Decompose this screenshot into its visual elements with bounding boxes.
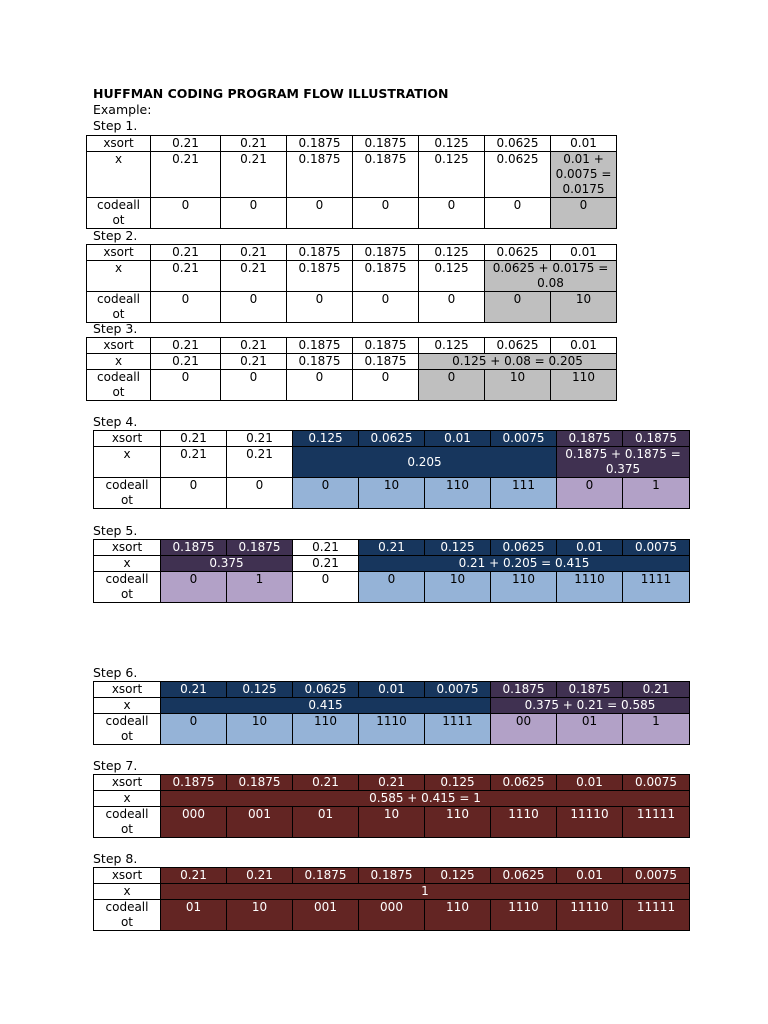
xsort-cell: 0.0075	[425, 682, 491, 698]
xsort-cell: 0.125	[293, 431, 359, 447]
x-cell: 0.205	[293, 447, 557, 478]
codealloc-cell: 0	[293, 478, 359, 509]
xsort-cell: 0.1875	[359, 868, 425, 884]
x-row	[94, 884, 690, 900]
codealloc-cell: 0	[151, 198, 221, 229]
x-cell: 0.1875	[353, 354, 419, 370]
codealloc-cell: 110	[293, 714, 359, 745]
codealloc-cell: 110	[425, 478, 491, 509]
xsort-cell: 0.125	[425, 540, 491, 556]
page-title: HUFFMAN CODING PROGRAM FLOW ILLUSTRATION	[93, 86, 449, 101]
xsort-cell: 0.21	[221, 136, 287, 152]
xsort-row	[94, 431, 690, 447]
xsort-cell: 0.1875	[353, 245, 419, 261]
codealloc-cell: 10	[485, 370, 551, 401]
x-row	[87, 354, 617, 370]
codealloc-cell: 0	[485, 292, 551, 323]
xsort-cell: 0.21	[151, 245, 221, 261]
xsort-cell: 0.125	[419, 338, 485, 354]
xsort-row	[94, 868, 690, 884]
codealloc-cell: 0	[221, 292, 287, 323]
xsort-cell: 0.0625	[485, 338, 551, 354]
codealloc-row	[87, 198, 617, 229]
xsort-cell: 0.1875	[287, 338, 353, 354]
xsort-cell: 0.1875	[557, 682, 623, 698]
codealloc-cell: 1	[623, 714, 690, 745]
xsort-cell: 0.1875	[161, 775, 227, 791]
codealloc-cell: 0	[287, 198, 353, 229]
xsort-cell: 0.21	[227, 868, 293, 884]
codealloc-cell: 1111	[425, 714, 491, 745]
step-label: Step 5.	[93, 523, 138, 538]
step-label: Step 1.	[93, 118, 138, 133]
codealloc-cell: 0	[227, 478, 293, 509]
codealloc-cell: 110	[491, 572, 557, 603]
x-row	[94, 791, 690, 807]
x-cell: 0.21	[161, 447, 227, 478]
xsort-cell: 0.1875	[353, 136, 419, 152]
x-cell: 0.21	[151, 152, 221, 198]
xsort-cell: 0.0625	[485, 136, 551, 152]
x-cell: 0.0625 + 0.0175 = 0.08	[485, 261, 617, 292]
xsort-cell: 0.0075	[623, 540, 690, 556]
xsort-cell: 0.125	[425, 775, 491, 791]
x-cell: 0.375 + 0.21 = 0.585	[491, 698, 690, 714]
xsort-cell: 0.21	[161, 868, 227, 884]
codealloc-cell: 1110	[491, 900, 557, 931]
xsort-row	[94, 775, 690, 791]
x-cell: 0.21	[221, 152, 287, 198]
xsort-cell: 0.21	[151, 136, 221, 152]
codealloc-cell: 0	[161, 478, 227, 509]
codealloc-cell: 1	[227, 572, 293, 603]
row-label-x: x	[87, 152, 151, 198]
step-table	[93, 539, 690, 603]
x-cell: 0.375	[161, 556, 293, 572]
codealloc-cell: 0	[151, 292, 221, 323]
xsort-cell: 0.21	[359, 775, 425, 791]
xsort-cell: 0.1875	[287, 245, 353, 261]
codealloc-cell: 0	[151, 370, 221, 401]
xsort-cell: 0.01	[557, 540, 623, 556]
xsort-cell: 0.0625	[485, 245, 551, 261]
codealloc-cell: 10	[551, 292, 617, 323]
step-table	[86, 135, 617, 229]
codealloc-cell: 001	[227, 807, 293, 838]
xsort-cell: 0.125	[425, 868, 491, 884]
xsort-cell: 0.01	[425, 431, 491, 447]
xsort-row	[87, 338, 617, 354]
codealloc-cell: 0	[557, 478, 623, 509]
x-cell: 0.21	[221, 261, 287, 292]
codealloc-cell: 0	[353, 198, 419, 229]
xsort-cell: 0.21	[293, 775, 359, 791]
x-cell: 1	[161, 884, 690, 900]
xsort-cell: 0.21	[161, 431, 227, 447]
codealloc-cell: 01	[557, 714, 623, 745]
codealloc-cell: 11110	[557, 807, 623, 838]
codealloc-cell: 0	[221, 198, 287, 229]
row-label-xsort: xsort	[94, 868, 161, 884]
x-row	[94, 447, 690, 478]
row-label-codealloc-line2: ot	[120, 493, 134, 507]
x-cell: 0.1875 + 0.1875 = 0.375	[557, 447, 690, 478]
xsort-row	[87, 136, 617, 152]
row-label-x: x	[94, 884, 161, 900]
step-label: Step 7.	[93, 758, 138, 773]
step-label: Step 3.	[93, 321, 138, 336]
row-label-codealloc	[94, 807, 161, 838]
x-cell: 0.0625	[485, 152, 551, 198]
codealloc-cell: 1111	[623, 572, 690, 603]
step-label: Step 2.	[93, 228, 138, 243]
codealloc-cell: 11111	[623, 807, 690, 838]
row-label-xsort: xsort	[94, 540, 161, 556]
x-cell: 0.125 + 0.08 = 0.205	[419, 354, 617, 370]
x-cell: 0.21	[293, 556, 359, 572]
x-cell: 0.1875	[353, 152, 419, 198]
codealloc-cell: 10	[227, 714, 293, 745]
codealloc-cell: 000	[161, 807, 227, 838]
codealloc-cell: 0	[161, 572, 227, 603]
codealloc-cell: 11111	[623, 900, 690, 931]
row-label-codealloc-line2: ot	[120, 822, 134, 836]
x-row	[94, 556, 690, 572]
codealloc-cell: 110	[425, 900, 491, 931]
x-row	[87, 152, 617, 198]
x-cell: 0.1875	[287, 261, 353, 292]
xsort-cell: 0.125	[419, 136, 485, 152]
row-label-x: x	[87, 354, 151, 370]
codealloc-cell: 0	[551, 198, 617, 229]
row-label-codealloc	[87, 370, 151, 401]
xsort-cell: 0.0075	[623, 775, 690, 791]
codealloc-cell: 00	[491, 714, 557, 745]
row-label-xsort: xsort	[94, 682, 161, 698]
codealloc-cell: 10	[425, 572, 491, 603]
codealloc-cell: 1	[623, 478, 690, 509]
xsort-cell: 0.1875	[623, 431, 690, 447]
xsort-cell: 0.21	[227, 431, 293, 447]
codealloc-row	[87, 292, 617, 323]
row-label-xsort: xsort	[87, 245, 151, 261]
codealloc-cell: 1110	[359, 714, 425, 745]
step-table	[93, 430, 690, 509]
x-row	[94, 698, 690, 714]
row-label-codealloc-line2: ot	[112, 213, 125, 227]
xsort-cell: 0.0625	[491, 775, 557, 791]
x-cell: 0.1875	[287, 152, 353, 198]
row-label-codealloc-line1: codeall	[97, 292, 140, 306]
codealloc-cell: 01	[293, 807, 359, 838]
xsort-cell: 0.01	[359, 682, 425, 698]
example-label: Example:	[93, 102, 152, 117]
row-label-codealloc	[94, 900, 161, 931]
row-label-codealloc-line1: codeall	[105, 478, 149, 492]
step-table	[93, 681, 690, 745]
xsort-cell: 0.21	[221, 338, 287, 354]
codealloc-cell: 0	[353, 370, 419, 401]
step-table	[93, 867, 690, 931]
row-label-codealloc-line1: codeall	[97, 198, 140, 212]
xsort-cell: 0.01	[557, 775, 623, 791]
step-table	[86, 337, 617, 401]
row-label-codealloc	[94, 714, 161, 745]
row-label-xsort: xsort	[94, 431, 161, 447]
codealloc-cell: 0	[419, 198, 485, 229]
codealloc-cell: 0	[353, 292, 419, 323]
x-cell: 0.1875	[353, 261, 419, 292]
codealloc-cell: 001	[293, 900, 359, 931]
x-cell: 0.125	[419, 152, 485, 198]
xsort-cell: 0.1875	[161, 540, 227, 556]
step-label: Step 6.	[93, 665, 138, 680]
codealloc-cell: 0	[419, 292, 485, 323]
codealloc-cell: 111	[491, 478, 557, 509]
codealloc-cell: 11110	[557, 900, 623, 931]
xsort-cell: 0.0625	[491, 868, 557, 884]
row-label-x: x	[94, 791, 161, 807]
codealloc-cell: 0	[293, 572, 359, 603]
xsort-cell: 0.1875	[287, 136, 353, 152]
codealloc-row	[94, 478, 690, 509]
xsort-cell: 0.0625	[491, 540, 557, 556]
x-cell: 0.415	[161, 698, 491, 714]
row-label-codealloc-line2: ot	[120, 915, 134, 929]
codealloc-cell: 0	[485, 198, 551, 229]
step-label: Step 8.	[93, 851, 138, 866]
xsort-cell: 0.21	[221, 245, 287, 261]
xsort-cell: 0.21	[151, 338, 221, 354]
codealloc-cell: 0	[419, 370, 485, 401]
codealloc-row	[94, 572, 690, 603]
codealloc-cell: 110	[551, 370, 617, 401]
codealloc-cell: 10	[359, 478, 425, 509]
row-label-x: x	[94, 698, 161, 714]
xsort-cell: 0.01	[551, 136, 617, 152]
codealloc-cell: 10	[227, 900, 293, 931]
xsort-cell: 0.0075	[491, 431, 557, 447]
codealloc-cell: 10	[359, 807, 425, 838]
row-label-xsort: xsort	[94, 775, 161, 791]
codealloc-row	[94, 900, 690, 931]
codealloc-cell: 1110	[491, 807, 557, 838]
codealloc-cell: 1110	[557, 572, 623, 603]
step-table	[86, 244, 617, 323]
codealloc-cell: 01	[161, 900, 227, 931]
xsort-cell: 0.1875	[353, 338, 419, 354]
xsort-cell: 0.01	[551, 245, 617, 261]
row-label-codealloc-line1: codeall	[105, 900, 149, 914]
row-label-codealloc-line1: codeall	[105, 807, 149, 821]
x-cell: 0.21	[151, 261, 221, 292]
xsort-cell: 0.21	[293, 540, 359, 556]
xsort-cell: 0.125	[227, 682, 293, 698]
row-label-codealloc-line1: codeall	[105, 714, 149, 728]
xsort-cell: 0.0625	[359, 431, 425, 447]
xsort-cell: 0.01	[551, 338, 617, 354]
xsort-row	[94, 682, 690, 698]
xsort-cell: 0.21	[623, 682, 690, 698]
x-cell: 0.585 + 0.415 = 1	[161, 791, 690, 807]
xsort-cell: 0.1875	[227, 775, 293, 791]
x-cell: 0.125	[419, 261, 485, 292]
row-label-codealloc	[94, 572, 161, 603]
xsort-cell: 0.21	[161, 682, 227, 698]
codealloc-row	[94, 807, 690, 838]
row-label-codealloc	[87, 198, 151, 229]
row-label-codealloc-line1: codeall	[97, 370, 140, 384]
xsort-cell: 0.0075	[623, 868, 690, 884]
codealloc-row	[87, 370, 617, 401]
step-label: Step 4.	[93, 414, 138, 429]
xsort-cell: 0.01	[557, 868, 623, 884]
row-label-codealloc-line2: ot	[120, 729, 134, 743]
xsort-row	[94, 540, 690, 556]
codealloc-cell: 0	[287, 370, 353, 401]
x-cell: 0.01 + 0.0075 = 0.0175	[551, 152, 617, 198]
xsort-cell: 0.0625	[293, 682, 359, 698]
xsort-cell: 0.125	[419, 245, 485, 261]
row-label-x: x	[94, 556, 161, 572]
xsort-row	[87, 245, 617, 261]
x-cell: 0.1875	[287, 354, 353, 370]
x-cell: 0.21 + 0.205 = 0.415	[359, 556, 690, 572]
step-table	[93, 774, 690, 838]
xsort-cell: 0.1875	[491, 682, 557, 698]
row-label-codealloc-line1: codeall	[105, 572, 149, 586]
row-label-codealloc-line2: ot	[120, 587, 134, 601]
x-cell: 0.21	[151, 354, 221, 370]
row-label-codealloc-line2: ot	[112, 307, 125, 321]
xsort-cell: 0.1875	[227, 540, 293, 556]
x-row	[87, 261, 617, 292]
row-label-x: x	[87, 261, 151, 292]
codealloc-cell: 0	[221, 370, 287, 401]
codealloc-cell: 0	[359, 572, 425, 603]
row-label-codealloc	[87, 292, 151, 323]
xsort-cell: 0.1875	[293, 868, 359, 884]
row-label-codealloc-line2: ot	[112, 385, 125, 399]
row-label-x: x	[94, 447, 161, 478]
codealloc-cell: 110	[425, 807, 491, 838]
row-label-xsort: xsort	[87, 338, 151, 354]
row-label-codealloc	[94, 478, 161, 509]
codealloc-row	[94, 714, 690, 745]
xsort-cell: 0.1875	[557, 431, 623, 447]
x-cell: 0.21	[221, 354, 287, 370]
x-cell: 0.21	[227, 447, 293, 478]
row-label-xsort: xsort	[87, 136, 151, 152]
codealloc-cell: 0	[161, 714, 227, 745]
codealloc-cell: 000	[359, 900, 425, 931]
xsort-cell: 0.21	[359, 540, 425, 556]
codealloc-cell: 0	[287, 292, 353, 323]
